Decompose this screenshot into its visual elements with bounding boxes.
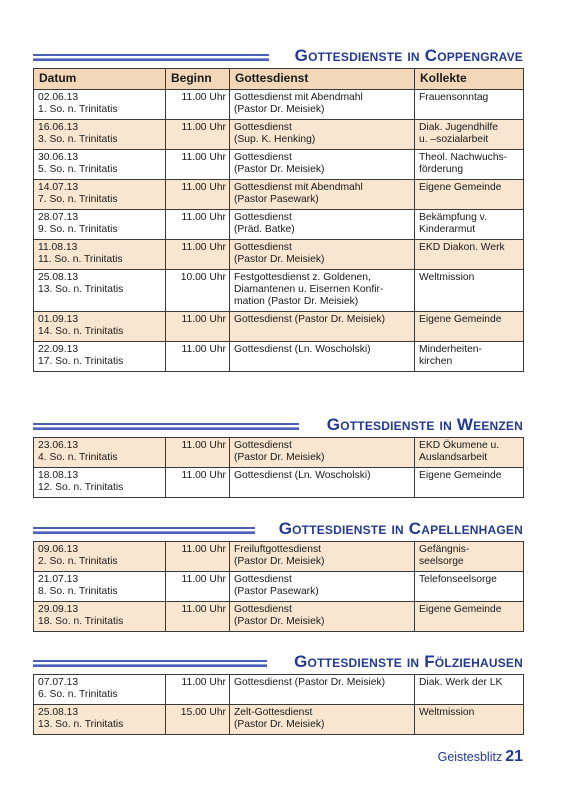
cell-beginn [166, 602, 230, 632]
service-text: (Pastor Dr. Meisiek) [234, 104, 325, 115]
collection-text: Weltmission [419, 707, 475, 718]
service-text: (Pastor Dr. Meisiek) [234, 452, 325, 463]
cell-kollekte [415, 180, 524, 210]
service-date: 02.06.13 [38, 92, 79, 103]
cell-datum [34, 240, 166, 270]
schedule-table [33, 541, 524, 632]
cell-kollekte [415, 342, 524, 372]
column-header-datum: Datum [34, 69, 166, 90]
cell-kollekte [415, 602, 524, 632]
service-text: Gottesdienst (Pastor Dr. Meisiek) [234, 677, 386, 688]
liturgical-sunday: 1. So. n. Trinitatis [38, 104, 118, 115]
table-row [34, 572, 524, 602]
cell-gottesdienst [230, 468, 415, 498]
table-row [34, 675, 524, 705]
collection-text: Eigene Gemeinde [419, 604, 502, 615]
liturgical-sunday: 17. So. n. Trinitatis [38, 356, 124, 367]
service-text: Gottesdienst [234, 212, 292, 223]
start-time: 11.00 Uhr [181, 314, 226, 325]
decorative-rule [33, 54, 269, 61]
section-title: Gottesdienste in Weenzen [326, 415, 523, 434]
collection-text: Eigene Gemeinde [419, 314, 502, 325]
cell-datum [34, 675, 166, 705]
collection-text: Auslandsarbeit [419, 452, 488, 463]
column-header-gottesdienst: Gottesdienst [230, 69, 415, 90]
section-header [33, 413, 523, 435]
table-row [34, 342, 524, 372]
cell-beginn [166, 342, 230, 372]
cell-beginn [166, 312, 230, 342]
liturgical-sunday: 4. So. n. Trinitatis [38, 452, 118, 463]
cell-beginn [166, 438, 230, 468]
service-text: Gottesdienst [234, 242, 292, 253]
service-text: (Pastor Dr. Meisiek) [234, 616, 325, 627]
cell-datum [34, 312, 166, 342]
table-row [34, 312, 524, 342]
service-text: (Pastor Dr. Meisiek) [234, 719, 325, 730]
collection-text: Eigene Gemeinde [419, 470, 502, 481]
collection-text: Gefängnis- [419, 544, 470, 555]
column-header-kollekte: Kollekte [415, 69, 524, 90]
cell-datum [34, 270, 166, 312]
service-text: Gottesdienst [234, 152, 292, 163]
start-time: 11.00 Uhr [181, 574, 226, 585]
collection-text: Telefonseelsorge [419, 574, 497, 585]
cell-gottesdienst [230, 180, 415, 210]
cell-gottesdienst [230, 312, 415, 342]
start-time: 11.00 Uhr [181, 122, 226, 133]
table-row [34, 210, 524, 240]
section-header [33, 650, 523, 672]
service-date: 18.08.13 [38, 470, 79, 481]
decorative-rule [33, 660, 267, 667]
decorative-rule [33, 423, 299, 430]
collection-text: u. –sozialarbeit [419, 134, 489, 145]
service-text: (Sup. K. Henking) [234, 134, 316, 145]
service-text: (Pastor Pasewark) [234, 194, 319, 205]
section-capellenhagen [33, 517, 523, 632]
collection-text: Diak. Jugendhilfe [419, 122, 498, 133]
collection-text: seelsorge [419, 556, 464, 567]
cell-gottesdienst [230, 240, 415, 270]
schedule-table [33, 437, 524, 498]
start-time: 11.00 Uhr [181, 212, 226, 223]
cell-gottesdienst [230, 602, 415, 632]
service-text: Gottesdienst [234, 574, 292, 585]
cell-kollekte [415, 572, 524, 602]
cell-gottesdienst [230, 150, 415, 180]
liturgical-sunday: 6. So. n. Trinitatis [38, 689, 118, 700]
start-time: 11.00 Uhr [181, 604, 226, 615]
cell-kollekte [415, 210, 524, 240]
cell-beginn [166, 468, 230, 498]
collection-text: EKD Ökumene u. [419, 440, 500, 451]
table-row [34, 438, 524, 468]
liturgical-sunday: 13. So. n. Trinitatis [38, 284, 124, 295]
start-time: 11.00 Uhr [181, 677, 226, 688]
cell-kollekte [415, 312, 524, 342]
service-text: Gottesdienst (Ln. Woscholski) [234, 344, 371, 355]
cell-gottesdienst [230, 342, 415, 372]
cell-gottesdienst [230, 675, 415, 705]
table-row [34, 602, 524, 632]
table-row [34, 180, 524, 210]
cell-datum [34, 542, 166, 572]
service-text: Gottesdienst [234, 122, 292, 133]
service-date: 25.08.13 [38, 707, 79, 718]
cell-beginn [166, 150, 230, 180]
collection-text: Theol. Nachwuchs- [419, 152, 508, 163]
cell-gottesdienst [230, 438, 415, 468]
start-time: 11.00 Uhr [181, 92, 226, 103]
table-header-row [34, 69, 524, 90]
table-body [34, 542, 524, 632]
cell-datum [34, 150, 166, 180]
service-date: 09.06.13 [38, 544, 79, 555]
cell-beginn [166, 120, 230, 150]
cell-beginn [166, 270, 230, 312]
service-text: Gottesdienst [234, 440, 292, 451]
cell-gottesdienst [230, 270, 415, 312]
service-text: Freiluftgottesdienst [234, 544, 321, 555]
cell-gottesdienst [230, 572, 415, 602]
table-body [34, 438, 524, 498]
cell-kollekte [415, 150, 524, 180]
start-time: 10.00 Uhr [180, 272, 226, 283]
collection-text: Kinderarmut [419, 224, 476, 235]
liturgical-sunday: 14. So. n. Trinitatis [38, 326, 124, 337]
cell-datum [34, 210, 166, 240]
page-footer [438, 748, 523, 766]
service-text: (Pastor Dr. Meisiek) [234, 164, 325, 175]
start-time: 15.00 Uhr [180, 707, 226, 718]
service-text: (Pastor Dr. Meisiek) [234, 556, 325, 567]
publication-name: Geistesblitz [437, 750, 503, 764]
section-weenzen [33, 413, 523, 498]
cell-kollekte [415, 120, 524, 150]
start-time: 11.00 Uhr [181, 440, 226, 451]
cell-datum [34, 602, 166, 632]
liturgical-sunday: 11. So. n. Trinitatis [38, 254, 123, 265]
start-time: 11.00 Uhr [181, 182, 226, 193]
collection-text: Minderheiten- [419, 344, 482, 355]
section-header [33, 44, 523, 66]
cell-gottesdienst [230, 705, 415, 735]
cell-gottesdienst [230, 542, 415, 572]
section-title: Gottesdienste in Fölziehausen [294, 652, 523, 671]
section-foelziehausen [33, 650, 523, 735]
cell-datum [34, 120, 166, 150]
table-row [34, 240, 524, 270]
page-number: 21 [505, 748, 523, 765]
service-text: Zelt-Gottesdienst [234, 707, 313, 718]
table-row [34, 90, 524, 120]
service-date: 23.06.13 [38, 440, 79, 451]
start-time: 11.00 Uhr [181, 544, 226, 555]
service-text: Festgottesdienst z. Goldenen, [234, 272, 371, 283]
service-date: 14.07.13 [38, 182, 79, 193]
cell-beginn [166, 240, 230, 270]
start-time: 11.00 Uhr [181, 470, 226, 481]
cell-kollekte [415, 705, 524, 735]
cell-datum [34, 438, 166, 468]
service-text: Gottesdienst mit Abendmahl [234, 182, 363, 193]
decorative-rule [33, 527, 255, 534]
liturgical-sunday: 9. So. n. Trinitatis [38, 224, 118, 235]
cell-beginn [166, 675, 230, 705]
schedule-table [33, 68, 524, 372]
service-text: Gottesdienst (Pastor Dr. Meisiek) [234, 314, 386, 325]
collection-text: förderung [419, 164, 464, 175]
collection-text: EKD Diakon. Werk [419, 242, 505, 253]
section-header [33, 517, 523, 539]
cell-kollekte [415, 468, 524, 498]
table-row [34, 270, 524, 312]
schedule-table [33, 674, 524, 735]
service-date: 25.08.13 [38, 272, 79, 283]
service-text: Gottesdienst [234, 604, 292, 615]
section-title: Gottesdienste in Coppengrave [294, 46, 523, 65]
start-time: 11.00 Uhr [181, 242, 226, 253]
service-text: mation (Pastor Dr. Meisiek) [234, 296, 359, 307]
table-row [34, 150, 524, 180]
collection-text: kirchen [419, 356, 453, 367]
cell-kollekte [415, 438, 524, 468]
cell-datum [34, 705, 166, 735]
liturgical-sunday: 3. So. n. Trinitatis [38, 134, 118, 145]
service-text: (Präd. Batke) [234, 224, 295, 235]
collection-text: Diak. Werk der LK [419, 677, 503, 688]
table-body [34, 90, 524, 372]
liturgical-sunday: 7. So. n. Trinitatis [38, 194, 118, 205]
cell-beginn [166, 210, 230, 240]
cell-datum [34, 468, 166, 498]
liturgical-sunday: 2. So. n. Trinitatis [38, 556, 118, 567]
cell-kollekte [415, 675, 524, 705]
cell-gottesdienst [230, 120, 415, 150]
table-row [34, 468, 524, 498]
service-text: Gottesdienst mit Abendmahl [234, 92, 363, 103]
cell-kollekte [415, 90, 524, 120]
service-text: Gottesdienst (Ln. Woscholski) [234, 470, 371, 481]
start-time: 11.00 Uhr [181, 152, 226, 163]
service-date: 22.09.13 [38, 344, 79, 355]
table-body [34, 675, 524, 735]
cell-beginn [166, 572, 230, 602]
collection-text: Bekämpfung v. [419, 212, 487, 223]
cell-datum [34, 180, 166, 210]
service-date: 07.07.13 [38, 677, 79, 688]
table-row [34, 705, 524, 735]
service-date: 11.08.13 [38, 242, 78, 253]
service-date: 29.09.13 [38, 604, 79, 615]
table-row [34, 542, 524, 572]
liturgical-sunday: 12. So. n. Trinitatis [38, 482, 124, 493]
liturgical-sunday: 5. So. n. Trinitatis [38, 164, 118, 175]
cell-beginn [166, 90, 230, 120]
liturgical-sunday: 8. So. n. Trinitatis [38, 586, 118, 597]
cell-kollekte [415, 270, 524, 312]
collection-text: Frauensonntag [419, 92, 489, 103]
collection-text: Eigene Gemeinde [419, 182, 502, 193]
service-date: 21.07.13 [38, 574, 79, 585]
cell-datum [34, 342, 166, 372]
cell-datum [34, 572, 166, 602]
cell-kollekte [415, 542, 524, 572]
collection-text: Weltmission [419, 272, 475, 283]
column-header-beginn: Beginn [166, 69, 230, 90]
cell-beginn [166, 705, 230, 735]
service-date: 28.07.13 [38, 212, 79, 223]
table-row [34, 120, 524, 150]
cell-beginn [166, 180, 230, 210]
service-date: 01.09.13 [38, 314, 79, 325]
section-coppengrave [33, 44, 523, 372]
section-title: Gottesdienste in Capellenhagen [278, 519, 523, 538]
service-text: Diamantenen u. Eisernen Konfir- [234, 284, 384, 295]
cell-gottesdienst [230, 90, 415, 120]
liturgical-sunday: 18. So. n. Trinitatis [38, 616, 124, 627]
service-text: (Pastor Dr. Meisiek) [234, 254, 325, 265]
cell-gottesdienst [230, 210, 415, 240]
cell-datum [34, 90, 166, 120]
start-time: 11.00 Uhr [181, 344, 226, 355]
liturgical-sunday: 13. So. n. Trinitatis [38, 719, 124, 730]
service-text: (Pastor Pasewark) [234, 586, 319, 597]
cell-beginn [166, 542, 230, 572]
service-date: 16.06.13 [38, 122, 79, 133]
cell-kollekte [415, 240, 524, 270]
service-date: 30.06.13 [38, 152, 79, 163]
